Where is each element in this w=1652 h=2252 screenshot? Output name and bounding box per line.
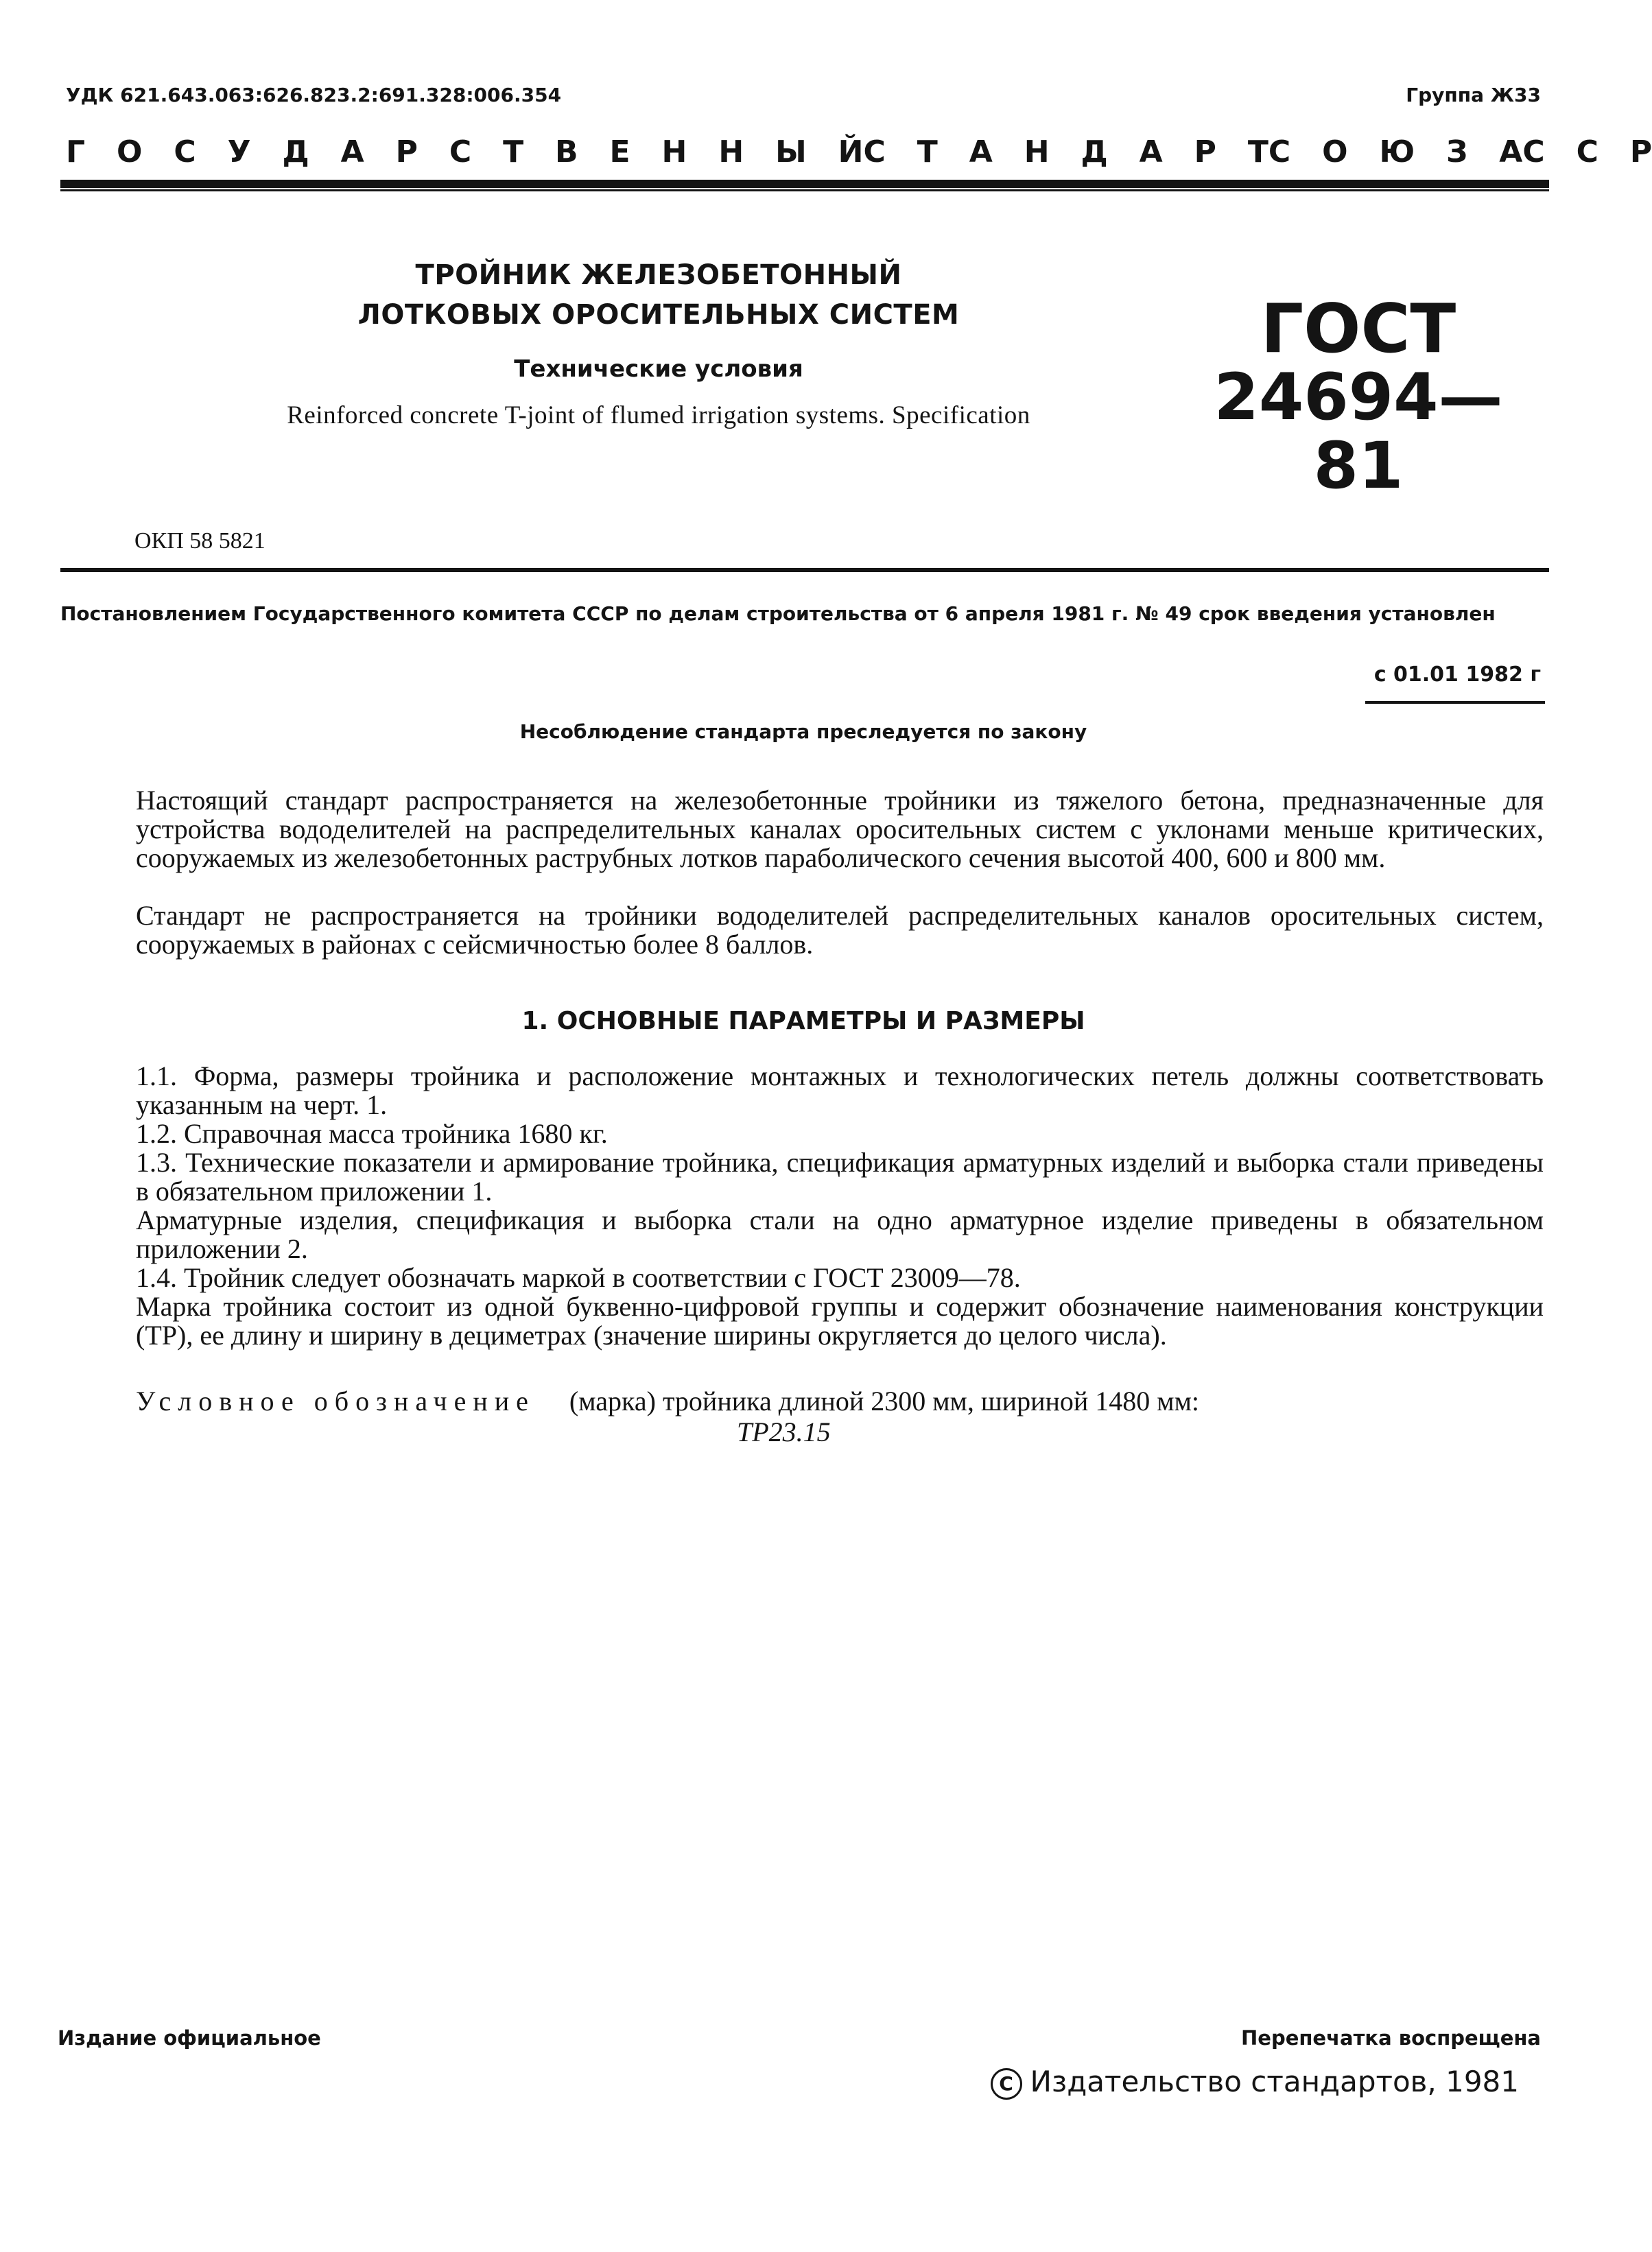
udk-code: УДК 621.643.063:626.823.2:691.328:006.354 xyxy=(66,84,562,106)
document-subtitle: Технические условия xyxy=(514,355,803,383)
example-mark: ТР23.15 xyxy=(737,1417,831,1447)
copyright-line xyxy=(991,2065,1519,2100)
intro-text-1: Настоящий стандарт распространяется на железобетонные тройники из тяжелого бетона, предназначенные для устройства вододелителей на распределительных каналах оросительных систем с уклонами меньше критических, сооружаемых из железобетонных раструбных лотков параболического сечения высотой 400, 600 и 800 мм. xyxy=(136,785,1544,873)
clause-1-1-text: 1.1. Форма, размеры тройника и расположение монтажных и технологических петель должны соответствовать указанным на черт. 1. xyxy=(136,1060,1544,1120)
effective-date: с 01.01 1982 г xyxy=(1373,663,1541,687)
intro-paragraph-1 xyxy=(89,786,1544,873)
designation-rest: (марка) тройника длиной 2300 мм, шириной 1480 мм: xyxy=(569,1386,1200,1417)
banner-word-4: С С Р xyxy=(1522,134,1652,169)
banner-word-1: Г О С У Д А Р С Т В Е Н Н Ы Й xyxy=(66,134,864,169)
clause-1-3-note-text: Арматурные изделия, спецификация и выборка стали на одно арматурное изделие приведены в обязательном приложении 2. xyxy=(136,1205,1544,1264)
clause-1-2 xyxy=(89,1119,1544,1148)
section-1-heading: 1. ОСНОВНЫЕ ПАРАМЕТРЫ И РАЗМЕРЫ xyxy=(521,1007,1085,1035)
clause-1-3-note xyxy=(89,1206,1544,1264)
designation-label: Условное обозначение xyxy=(136,1386,535,1417)
designation-line xyxy=(89,1387,1544,1416)
header-rule-thick xyxy=(60,180,1549,188)
clause-1-4-text: 1.4. Тройник следует обозначать маркой в соответствии с ГОСТ 23009—78. xyxy=(136,1262,1021,1293)
legal-warning: Несоблюдение стандарта преследуется по закону xyxy=(519,720,1087,743)
clause-1-3 xyxy=(89,1148,1544,1206)
english-title: Reinforced concrete T-joint of flumed irrigation systems. Specification xyxy=(287,401,1030,429)
document-title-block xyxy=(206,255,1111,430)
copyright-text: Издательство стандартов, 1981 xyxy=(1030,2065,1519,2098)
clause-1-1 xyxy=(89,1062,1544,1119)
clause-1-2-text: 1.2. Справочная масса тройника 1680 кг. xyxy=(136,1118,608,1149)
effective-date-underline xyxy=(1365,701,1545,704)
gost-number: 24694—81 xyxy=(1214,360,1503,503)
intro-paragraph-2 xyxy=(89,901,1544,959)
state-standard-banner xyxy=(66,134,1652,169)
official-edition: Издание официальное xyxy=(58,2026,321,2050)
intro-text-2: Стандарт не распространяется на тройники вододелителей распределительных каналов оросительных систем, сооружаемых в районах с сейсмичностью более 8 баллов. xyxy=(136,900,1544,960)
group-code: Группа Ж33 xyxy=(1406,84,1541,106)
decree-text: Постановлением Государственного комитета СССР по делам строительства от 6 апреля 1981 г. № 49 срок введения установлен xyxy=(60,602,1496,625)
clause-1-4-note-text: Марка тройника состоит из одной буквенно-цифровой группы и содержит обозначение наименования конструкции (ТР), ее длину и ширину в дециметрах (значение ширины округляется до целого числа). xyxy=(136,1291,1544,1351)
clause-1-4-note xyxy=(89,1292,1544,1350)
clause-1-3-text: 1.3. Технические показатели и армирование тройника, спецификация арматурных изделий и выборка стали приведены в обязательном приложении 1. xyxy=(136,1147,1544,1207)
clause-1-4 xyxy=(89,1264,1544,1292)
header-rule-thin xyxy=(60,189,1549,191)
title-line-1: ТРОЙНИК ЖЕЛЕЗОБЕТОННЫЙ xyxy=(415,259,902,291)
okp-code: ОКП 58 5821 xyxy=(134,528,266,554)
reprint-notice: Перепечатка воспрещена xyxy=(1241,2026,1541,2050)
copyright-icon: C xyxy=(991,2068,1022,2100)
title-line-2: ЛОТКОВЫХ ОРОСИТЕЛЬНЫХ СИСТЕМ xyxy=(357,299,960,331)
banner-word-3: С О Ю З А xyxy=(1268,134,1523,169)
okp-rule xyxy=(60,568,1549,572)
gost-label: ГОСТ xyxy=(1260,290,1456,368)
banner-word-2: С Т А Н Д А Р Т xyxy=(863,134,1268,169)
